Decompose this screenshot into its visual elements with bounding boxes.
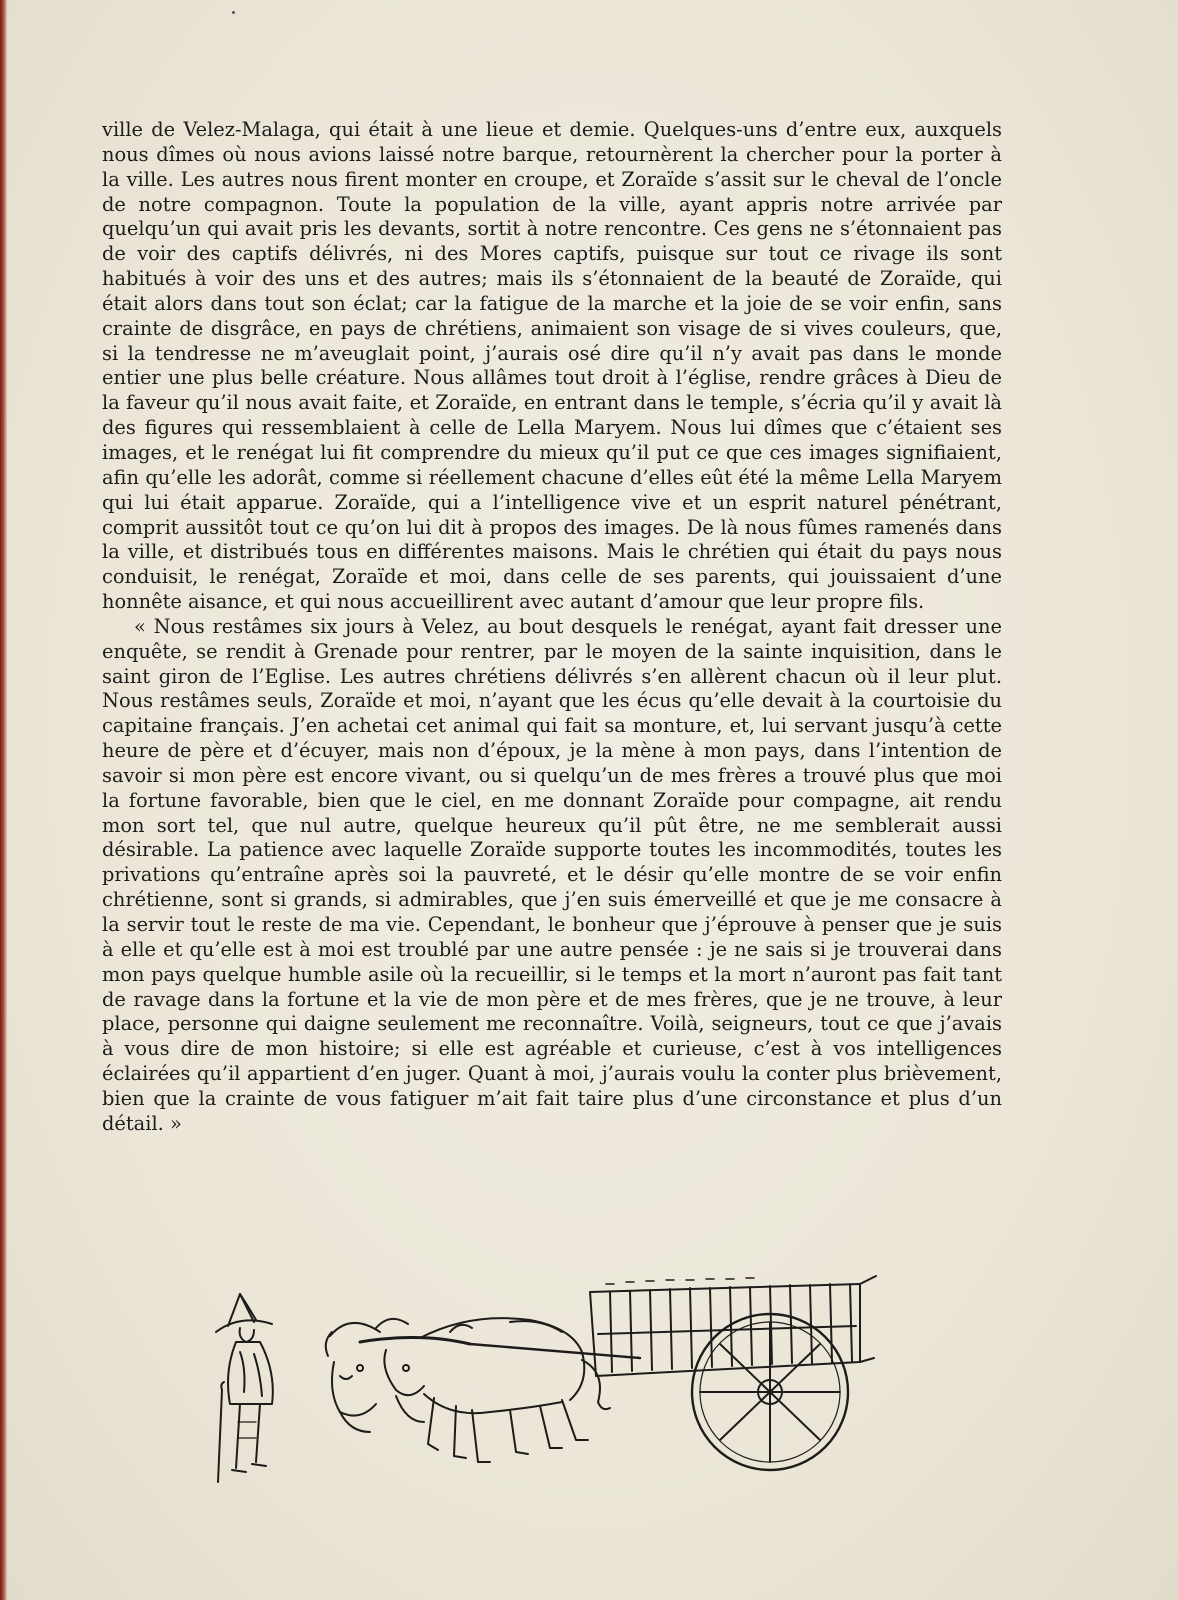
oxen-icon — [326, 1318, 610, 1462]
paragraph-1: ville de Velez-Malaga, qui était à une lieue et demie. Quelques-uns d’entre eux, auxquels nous dîmes où nous avions laissé notre barque, retournèrent la chercher pour la porter à la ville. Les autres nous firent monter en croupe, et Zoraïde s’assit sur le cheval de l’oncle de notre compagnon. Toute la population de la ville, ayant appris notre arrivée par quelqu’un qui avait pris les devants, sortit à notre rencontre. Ces gens ne s’étonnaient pas de voir des captifs délivrés, ni des Mores captifs, puisque sur tout ce rivage ils sont habitués à voir des uns et des autres; mais ils s’étonnaient de la beauté de Zoraïde, qui était alors dans tout son éclat; car la fatigue de la marche et la joie de se voir enfin, sans crainte de disgrâce, en pays de chrétiens, animaient son visage de si vives couleurs, que, si la tendresse ne m’aveuglait point, j’aurais osé dire qu’il n’y avait pas dans le monde entier une plus belle créature. Nous allâmes tout droit à l’église, rendre grâces à Dieu de la faveur qu’il nous avait faite, et Zoraïde, en entrant dans le temple, s’écria qu’il y avait là des figures qui ressemblaient à celle de Lella Maryem. Nous lui dîmes que c’étaient ses images, et le renégat lui fit comprendre du mieux qu’il put ce que ces images signifiaient, afin qu’elle les adorât, comme si réellement chacune d’elles eût été la même Lella Maryem qui lui était apparue. Zoraïde, qui a l’intelligence vive et un esprit naturel pénétrant, comprit aussitôt tout ce qu’on lui dit à propos des images. De là nous fûmes ramenés dans la ville, et distribués tous en différentes maisons. Mais le chrétien qui était du pays nous conduisit, le renégat, Zoraïde et moi, dans celle de ses parents, qui jouissaient d’une honnête aisance, et qui nous accueillirent avec autant d’amour que leur propre fils. — [102, 118, 1002, 614]
cart-icon — [470, 1276, 876, 1470]
binding-edge — [0, 0, 7, 1600]
ox-cart-illustration — [210, 1272, 900, 1494]
walking-man-icon — [216, 1294, 273, 1482]
body-text — [102, 118, 1002, 1137]
print-mark — [232, 11, 235, 14]
paragraph-2: « Nous restâmes six jours à Velez, au bout desquels le renégat, ayant fait dresser une enquête, se rendit à Grenade pour rentrer, par le moyen de la sainte inquisition, dans le saint giron de l’Eglise. Les autres chrétiens délivrés s’en allèrent chacun où il leur plut. Nous restâmes seuls, Zoraïde et moi, n’ayant que les écus qu’elle devait à la courtoisie du capitaine français. J’en achetai cet animal qui fait sa monture, et, lui servant jusqu’à cette heure de père et d’écuyer, mais non d’époux, je la mène à mon pays, dans l’intention de savoir si mon père est encore vivant, ou si quelqu’un de mes frères a trouvé plus que moi la fortune favorable, bien que le ciel, en me donnant Zoraïde pour compagne, ait rendu mon sort tel, que nul autre, quelque heureux qu’il pût être, ne me semblerait aussi désirable. La patience avec laquelle Zoraïde supporte toutes les incommodités, toutes les privations qu’entraîne après soi la pauvreté, et le désir qu’elle montre de se voir enfin chrétienne, sont si grands, si admirables, que j’en suis émerveillé et que je me consacre à la servir tout le reste de ma vie. Cependant, le bonheur que j’éprouve à penser que je suis à elle et qu’elle est à moi est troublé par une autre pensée : je ne sais si je trouverai dans mon pays quelque humble asile où la recueillir, si le temps et la mort n’auront pas fait tant de ravage dans la fortune et la vie de mon père et de mes frères, que je ne trouve, à leur place, personne qui daigne seulement me reconnaître. Voilà, seigneurs, tout ce que j’avais à vous dire de mon histoire; si elle est agréable et curieuse, c’est à vos intelligences éclairées qu’il appartient d’en juger. Quant à moi, j’aurais voulu la conter plus brièvement, bien que la crainte de vous fatiguer m’ait fait taire plus d’une circonstance et plus d’un détail. » — [102, 614, 1002, 1135]
